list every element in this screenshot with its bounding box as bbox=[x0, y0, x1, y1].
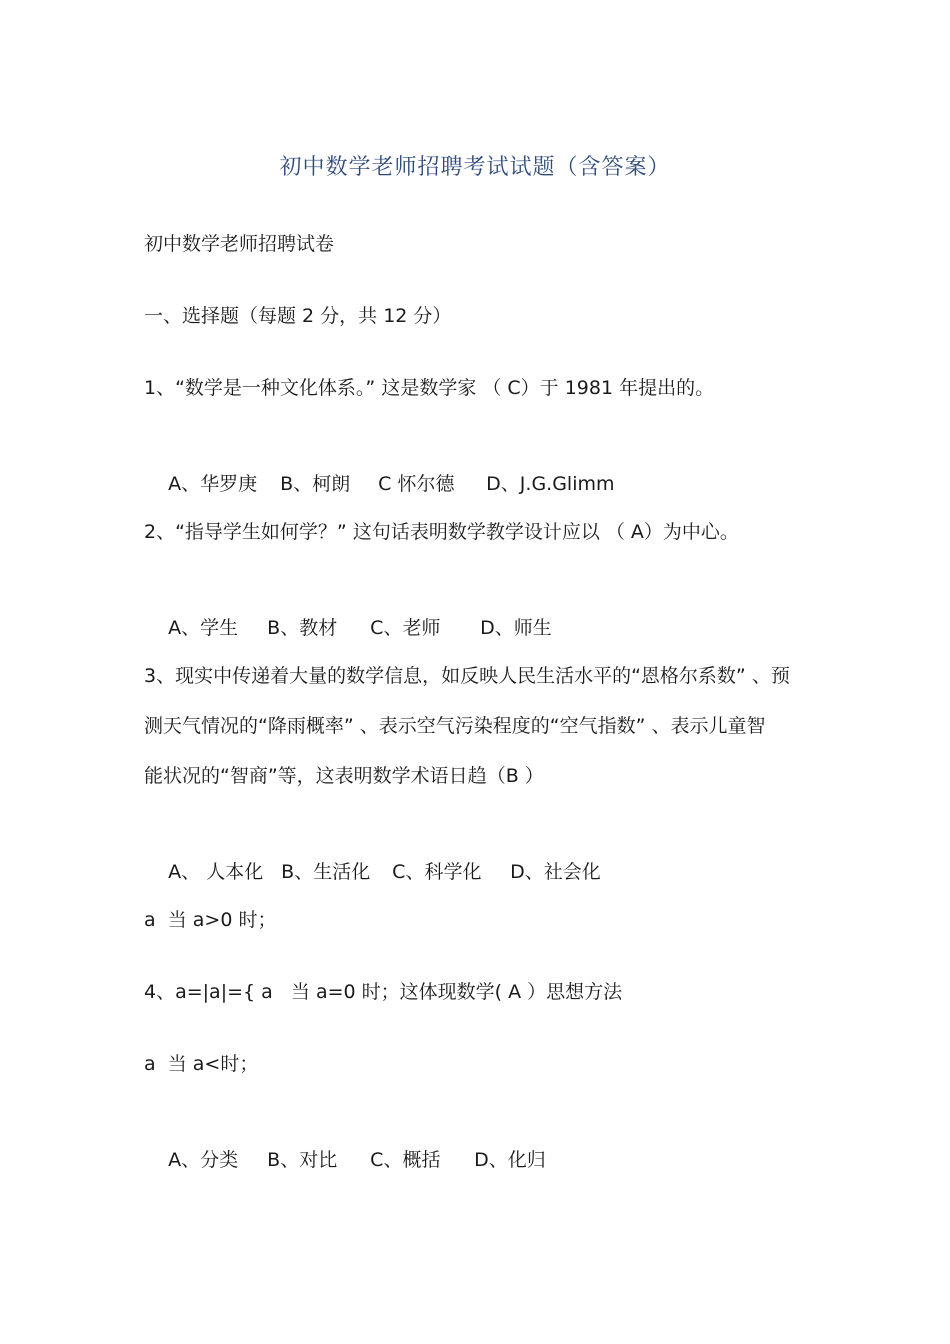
question-4-options bbox=[144, 1124, 546, 1196]
question-4-case-positive: a 当 a>0 时； bbox=[144, 909, 277, 931]
option-b: B、对比 bbox=[267, 1149, 338, 1171]
option-b: B、教材 bbox=[267, 617, 338, 639]
exam-subtitle: 初中数学老师招聘试卷 bbox=[144, 233, 335, 255]
question-3-stem-line-2: 测天气情况的“降雨概率” 、表示空气污染程度的“空气指数” 、表示儿童智 bbox=[144, 715, 766, 737]
question-2-options bbox=[144, 592, 552, 664]
question-3-stem-line-1: 3、现实中传递着大量的数学信息，如反映人民生活水平的“恩格尔系数” 、预 bbox=[144, 665, 790, 687]
option-a: A、分类 bbox=[168, 1149, 239, 1171]
question-4-stem: 4、a=|a|={ a 当 a=0 时；这体现数学( A ）思想方法 bbox=[144, 981, 623, 1003]
option-a: A、华罗庚 bbox=[168, 473, 258, 495]
option-a: A、学生 bbox=[168, 617, 239, 639]
option-d: D、师生 bbox=[480, 617, 552, 639]
option-b: B、柯朗 bbox=[280, 473, 351, 495]
option-a: A、 人本化 bbox=[168, 861, 264, 883]
option-b: B、生活化 bbox=[281, 861, 371, 883]
question-3-stem-line-3: 能状况的“智商”等，这表明数学术语日趋（B ） bbox=[144, 765, 544, 787]
section-heading: 一、选择题（每题 2 分，共 12 分） bbox=[144, 305, 452, 327]
question-1-stem: 1、“数学是一种文化体系。” 这是数学家 （ C）于 1981 年提出的。 bbox=[144, 377, 715, 399]
option-c: C、概括 bbox=[370, 1149, 441, 1171]
question-1-options bbox=[144, 448, 615, 520]
question-3-options bbox=[144, 836, 601, 908]
option-c: C 怀尔德 bbox=[378, 473, 455, 495]
question-2-stem: 2、“指导学生如何学？” 这句话表明数学教学设计应以 （ A）为中心。 bbox=[144, 521, 739, 543]
question-4-case-negative: a 当 a<时； bbox=[144, 1053, 259, 1075]
option-d: D、J.G.Glimm bbox=[486, 473, 615, 495]
option-c: C、老师 bbox=[370, 617, 441, 639]
document-title: 初中数学老师招聘考试试题（含答案） bbox=[279, 155, 671, 180]
option-d: D、化归 bbox=[474, 1149, 546, 1171]
option-d: D、社会化 bbox=[510, 861, 601, 883]
option-c: C、科学化 bbox=[392, 861, 482, 883]
